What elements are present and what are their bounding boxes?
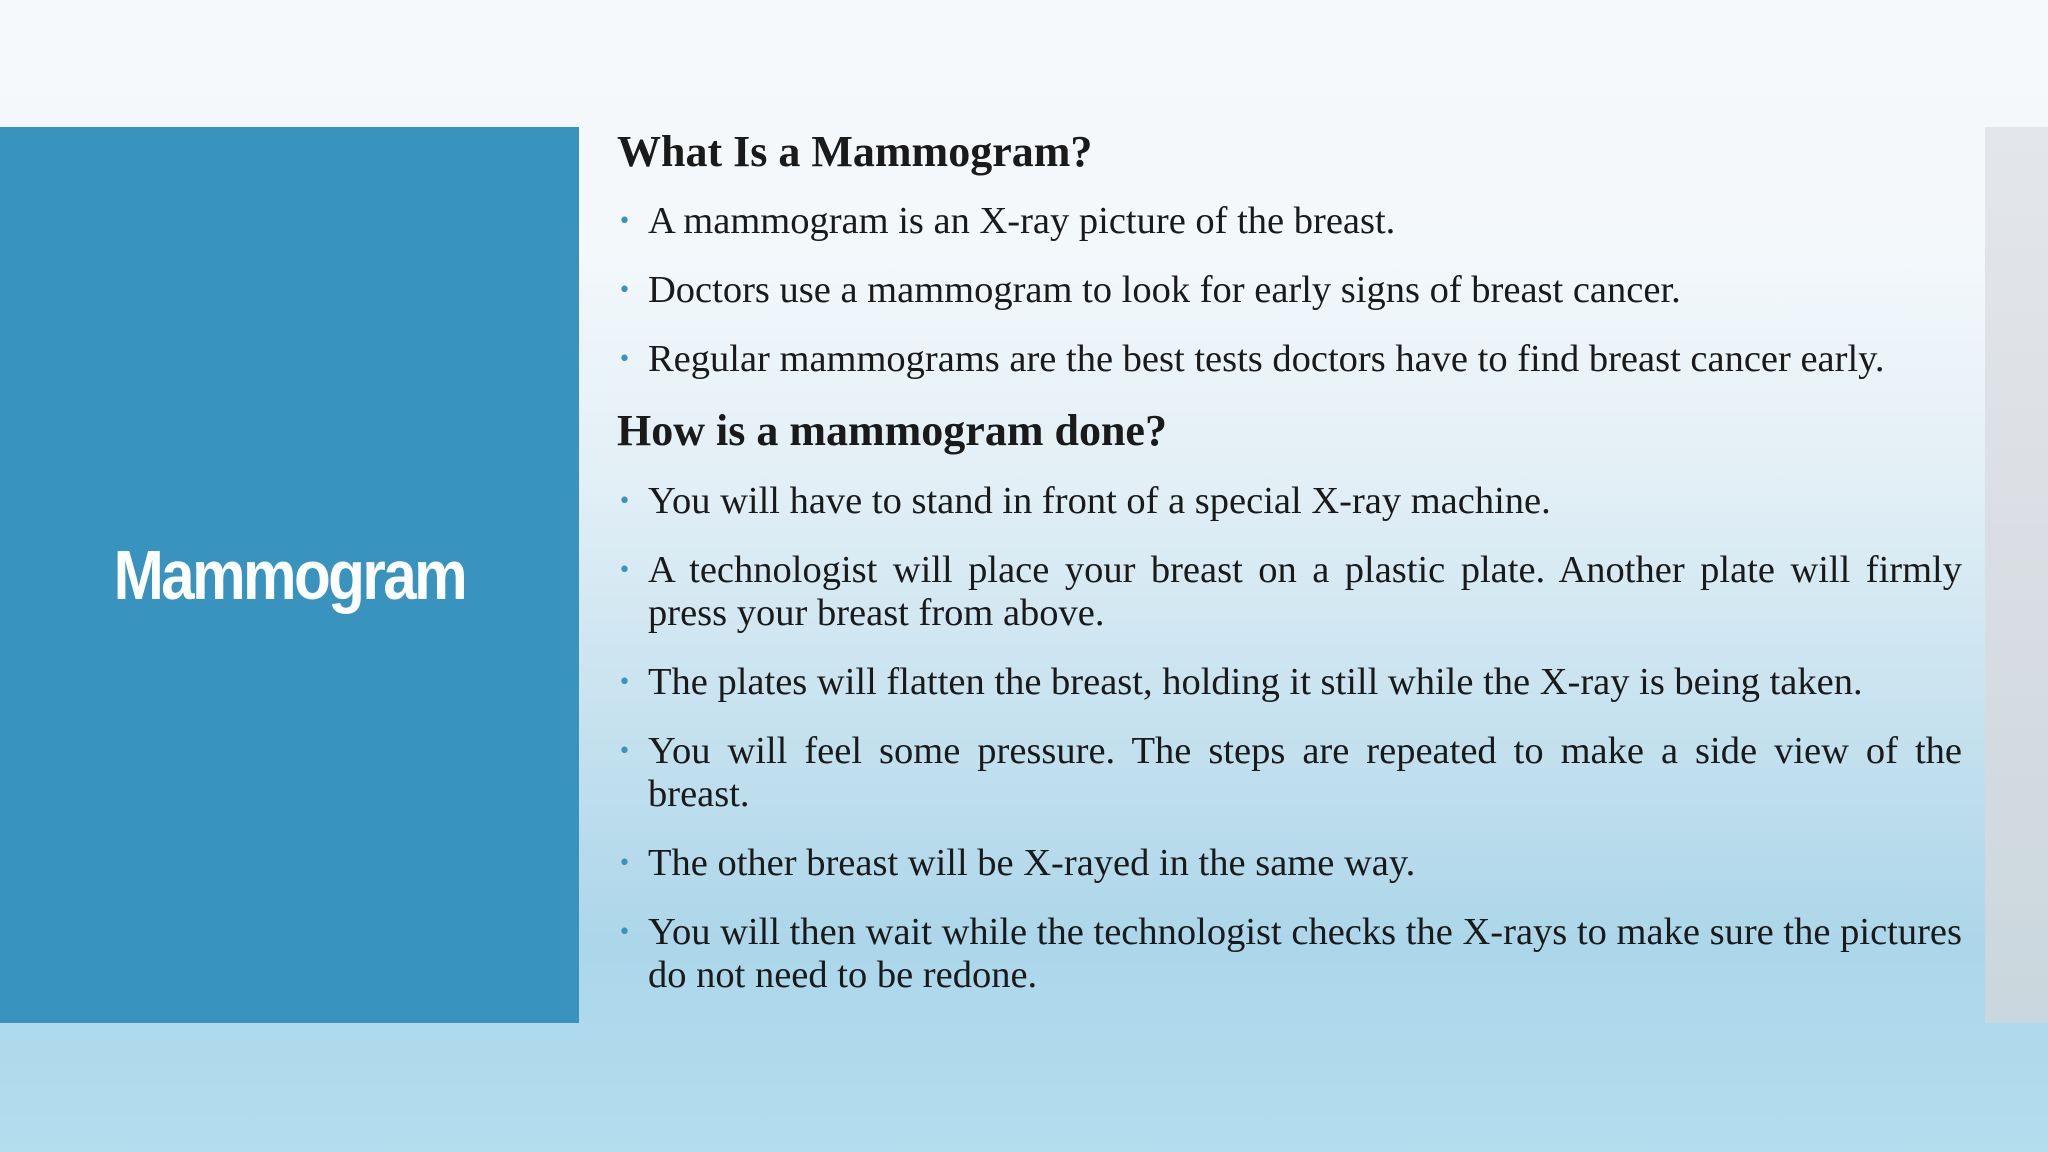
bullet-item: [617, 338, 1962, 381]
bullet-icon: •: [618, 347, 631, 373]
bullet-item: [617, 661, 1962, 704]
bullet-item: [617, 549, 1962, 635]
bullet-icon: •: [618, 209, 631, 235]
bullet-text: Regular mammograms are the best tests doctors have to find breast cancer early.: [648, 338, 1885, 381]
bullet-item: [617, 730, 1962, 816]
bullet-text: You will have to stand in front of a special X-ray machine.: [648, 479, 1551, 522]
section-heading-what-is: What Is a Mammogram?: [617, 127, 1093, 176]
title-panel: [0, 127, 579, 1023]
bullet-text: A mammogram is an X-ray picture of the breast.: [648, 200, 1396, 243]
slide-title: Mammogram: [113, 536, 466, 614]
bullet-text: The other breast will be X-rayed in the same way.: [648, 841, 1416, 884]
bullet-icon: •: [618, 919, 631, 945]
section-heading-how-done: How is a mammogram done?: [617, 406, 1167, 456]
bullet-item: [617, 480, 1962, 523]
bullet-item: [617, 269, 1962, 312]
bullet-icon: •: [618, 669, 631, 695]
bullet-text: You will feel some pressure. The steps are repeated to make a side view of the breast.: [648, 729, 1962, 815]
bullet-text: The plates will flatten the breast, holding it still while the X-ray is being taken.: [648, 660, 1863, 703]
bullet-text: You will then wait while the technologist checks the X-rays to make sure the pictures do not need to be redone.: [648, 910, 1962, 996]
bullet-list-what-is: [617, 200, 1962, 381]
bullet-list-how-done: [617, 480, 1962, 997]
bullet-icon: •: [618, 557, 631, 583]
content-area: [617, 120, 1962, 1023]
bullet-item: [617, 200, 1962, 243]
bullet-text: Doctors use a mammogram to look for early signs of breast cancer.: [648, 269, 1681, 312]
bullet-icon: •: [618, 738, 631, 764]
bullet-item: [617, 911, 1962, 997]
bullet-item: [617, 842, 1962, 885]
bullet-icon: •: [618, 488, 631, 514]
bullet-icon: •: [618, 278, 631, 304]
bullet-text: A technologist will place your breast on a plastic plate. Another plate will firmly press your breast from above.: [648, 548, 1962, 634]
right-decorative-strip: [1985, 127, 2048, 1023]
bullet-icon: •: [618, 850, 631, 876]
